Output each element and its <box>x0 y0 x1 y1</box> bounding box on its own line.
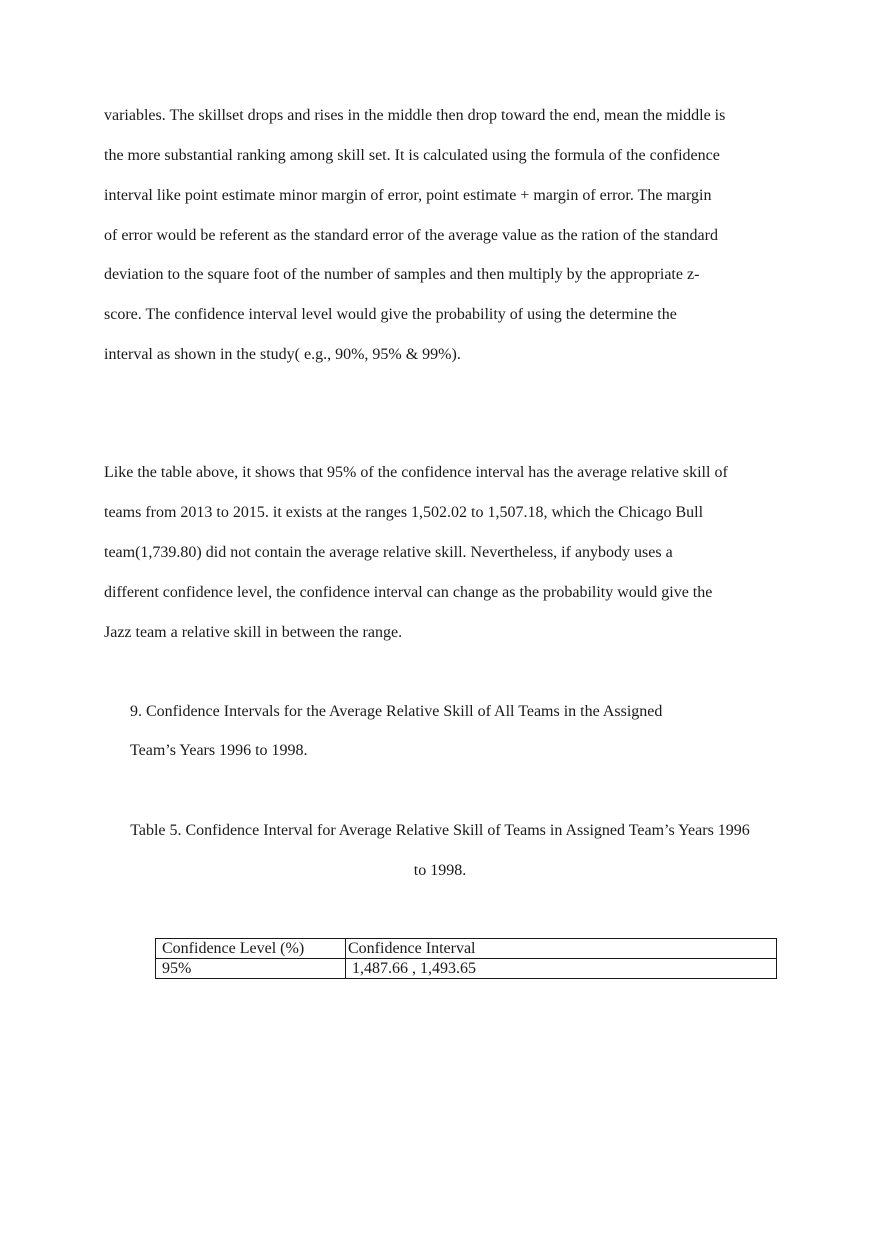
header-confidence-interval: Confidence Interval <box>346 939 777 959</box>
table-row <box>156 959 777 979</box>
paragraph-1-line-7: interval as shown in the study( e.g., 90%, 95% & 99%). <box>104 346 461 363</box>
cell-confidence-interval: 1,487.66 , 1,493.65 <box>346 959 777 979</box>
paragraph-1-line-6: score. The confidence interval level would give the probability of using the determine the <box>104 306 677 323</box>
paragraph-2-line-5: Jazz team a relative skill in between the range. <box>104 624 403 641</box>
table-caption-line-2: to 1998. <box>413 862 467 879</box>
table-caption-line-1: Table 5. Confidence Interval for Average Relative Skill of Teams in Assigned Team’s Years 1996 <box>130 822 750 839</box>
paragraph-2-line-1: Like the table above, it shows that 95% of the confidence interval has the average relative skill of <box>104 464 728 481</box>
paragraph-1-line-4: of error would be referent as the standard error of the average value as the ration of the standard <box>104 227 718 244</box>
paragraph-2-line-2: teams from 2013 to 2015. it exists at the ranges 1,502.02 to 1,507.18, which the Chicago Bull <box>104 504 704 521</box>
paragraph-1-line-3: interval like point estimate minor margin of error, point estimate + margin of error. The margin <box>104 187 712 204</box>
paragraph-1-line-2: the more substantial ranking among skill set. It is calculated using the formula of the confidence <box>104 147 720 164</box>
section-9-heading-line-2: Team’s Years 1996 to 1998. <box>130 742 308 759</box>
section-9-heading-line-1: 9. Confidence Intervals for the Average Relative Skill of All Teams in the Assigned <box>130 703 663 720</box>
paragraph-1-line-5: deviation to the square foot of the number of samples and then multiply by the appropriate z- <box>104 266 700 283</box>
paragraph-2-line-4: different confidence level, the confidence interval can change as the probability would give the <box>104 584 713 601</box>
cell-confidence-level: 95% <box>156 959 346 979</box>
header-confidence-level: Confidence Level (%) <box>156 939 346 959</box>
table-header-row <box>156 939 777 959</box>
paragraph-2-line-3: team(1,739.80) did not contain the average relative skill. Nevertheless, if anybody uses a <box>104 544 673 561</box>
paragraph-1-line-1: variables. The skillset drops and rises in the middle then drop toward the end, mean the middle is <box>104 107 726 124</box>
confidence-interval-table <box>155 938 777 979</box>
